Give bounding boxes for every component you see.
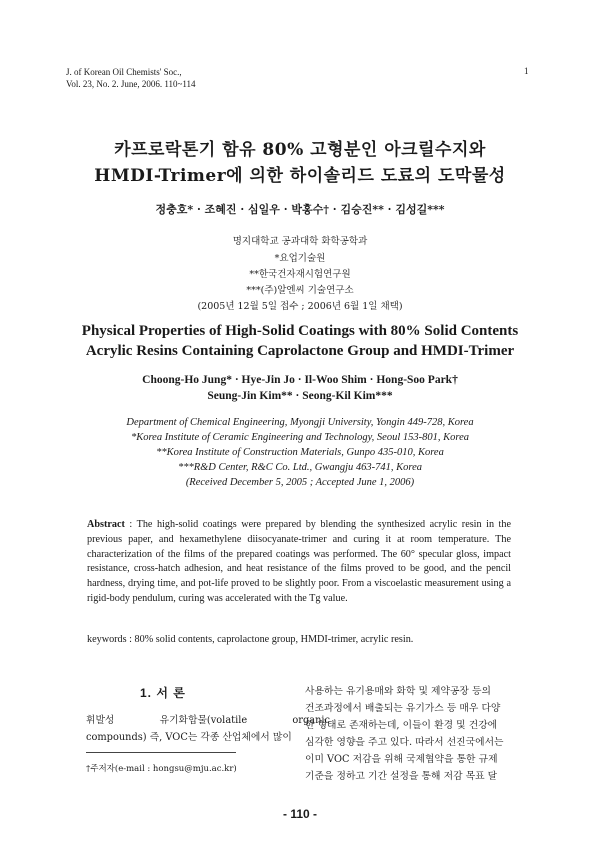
left-column-line: 휘발성 유기화합물(volatile organic [86, 715, 330, 726]
korean-affiliation-2: *요업기술원 [274, 253, 326, 264]
left-column-line: compounds) 즉, VOC는 각종 산업체에서 많이 [86, 732, 292, 743]
keywords: keywords : 80% solid contents, caprolactone group, HMDI-trimer, acrylic resin. [87, 634, 414, 645]
abstract [87, 518, 511, 607]
right-column-line: 사용하는 유기용매와 화학 및 제약공장 등의 [305, 686, 491, 697]
section-heading-introduction: 1. 서 론 [140, 686, 186, 700]
abstract-text: The high-solid coatings were prepared by blending the synthesized acrylic resin in the previous paper, and hexamethylene diisocyanate-trimer and curing it at room temperature. The characterization of the films of the prepared coatings was performed. The 60° specular gloss, impact resistance, cross-hatch adhesion, and heat resistance of the films proved to be good, and the pencil hardness, drying time, and pot-life proved to be slightly poor. From a viscoelastic measurement using a rigid-body pendulum, curing was accelerated with the Tg value. [87, 519, 511, 604]
korean-affiliation-3: **한국건자재시험연구원 [249, 269, 351, 280]
korean-title-line2: HMDI-Trimer에 의한 하이솔리드 도료의 도막물성 [94, 166, 506, 186]
abstract-separator: : [124, 519, 137, 530]
journal-volume: Vol. 23, No. 2. June, 2006. 110~114 [66, 79, 196, 89]
footnote-divider [86, 752, 236, 753]
english-authors-line1: Choong-Ho Jung* · Hye-Jin Jo · Il-Woo Shim · Hong-Soo Park† [142, 374, 458, 386]
right-column-line: 건조과정에서 배출되는 유기가스 등 매우 다양 [305, 703, 501, 714]
right-column-line: 심각한 영향을 주고 있다. 따라서 선진국에서는 [305, 737, 504, 748]
page-number-top: 1 [524, 66, 529, 76]
right-column-line: 기준을 정하고 기간 설정을 통해 저감 목표 달 [305, 771, 498, 782]
korean-affiliation-4: ***(주)알엔씨 기술연구소 [246, 285, 354, 296]
english-received-date: (Received December 5, 2005 ; Accepted June 1, 2006) [185, 477, 415, 488]
right-column-line: 한 형태로 존재하는데, 이들이 환경 및 건강에 [305, 720, 498, 731]
right-column-line: 이미 VOC 저감을 위해 국제협약을 통한 규제 [305, 754, 498, 765]
korean-authors: 정충호* · 조혜진 · 심일우 · 박홍수† · 김승진** · 김성길*** [155, 203, 445, 216]
english-title-line1: Physical Properties of High-Solid Coatings with 80% Solid Contents [81, 323, 519, 339]
korean-affiliation-1: 명지대학교 공과대학 화학공학과 [232, 236, 368, 247]
left-column-body [86, 712, 330, 746]
english-title-line2: Acrylic Resins Containing Caprolactone Group and HMDI-Trimer [85, 343, 515, 359]
english-affiliation-1: Department of Chemical Engineering, Myongji University, Yongin 449-728, Korea [126, 417, 474, 428]
english-affiliation-2: *Korea Institute of Ceramic Engineering and Technology, Seoul 153-801, Korea [130, 432, 469, 443]
english-affiliation-4: ***R&D Center, R&C Co. Ltd., Gwangju 463-741, Korea [177, 462, 423, 473]
corresponding-author-footnote: †주저자(e-mail : hongsu@mju.ac.kr) [86, 764, 237, 774]
right-column-body [305, 683, 531, 785]
english-authors-line2: Seung-Jin Kim** · Seong-Kil Kim*** [207, 390, 393, 402]
journal-name: J. of Korean Oil Chemists' Soc., [66, 67, 182, 77]
english-affiliation-3: **Korea Institute of Construction Materials, Gunpo 435-010, Korea [156, 447, 444, 458]
abstract-label: Abstract [87, 519, 125, 530]
korean-title-line1: 카프로락톤기 함유 80% 고형분인 아크릴수지와 [114, 140, 486, 160]
korean-received-date: (2005년 12월 5일 접수 ; 2006년 6월 1일 채택) [197, 301, 403, 312]
journal-citation [66, 66, 196, 90]
page-number-footer: - 110 - [282, 807, 318, 821]
